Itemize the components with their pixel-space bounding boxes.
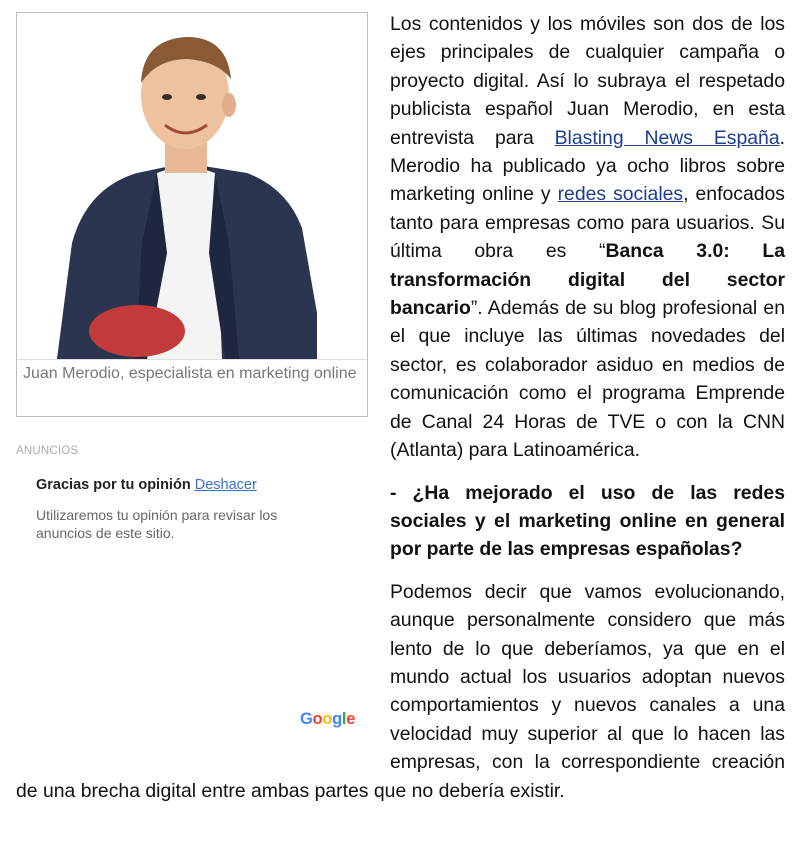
book-title: Banca 3.0: La transformación digital del sector bancario	[390, 240, 785, 320]
ad-feedback-text: Utilizaremos tu opinión para revisar los anuncios de este sitio.	[36, 507, 278, 541]
ad-thanks-text: Gracias por tu opinión	[36, 477, 191, 494]
author-photo	[17, 13, 367, 359]
article-figure	[16, 12, 368, 417]
blasting-news-link[interactable]: Blasting News España	[554, 126, 780, 149]
redes-sociales-link[interactable]: redes sociales	[557, 183, 684, 206]
intro-paragraph: Los contenidos y los móviles son dos de los ejes principales de cualquier campaña o proyecto digital. Así lo subraya el respetado publicista español Juan Merodio, en esta entrevista para Blasting News España. Merodio ha publicado ya ocho libros sobre marketing online y redes sociales, enfocados tanto para empresas como para usuarios. Su última obra es “Banca 3.0: La transformación digital del sector bancario”. Además de su blog profesional en el que incluye las últimas novedades del sector, es colaborador asiduo en medios de comunicación como el programa Emprende de Canal 24 Horas de TVE o con la CNN (Atlanta) para Latinoamérica.	[390, 13, 786, 462]
sidebar-column	[16, 12, 368, 770]
ads-label: ANUNCIOS	[16, 445, 79, 457]
photo-caption: Juan Merodio, especialista en marketing online	[17, 359, 367, 416]
google-letter: G	[300, 710, 313, 729]
google-letter: g	[332, 710, 342, 729]
interview-question: - ¿Ha mejorado el uso de las redes sociales y el marketing online en general por parte de las empresas españolas?	[390, 481, 785, 561]
google-logo	[300, 705, 355, 733]
undo-link[interactable]: Deshacer	[194, 477, 257, 494]
ad-feedback-box	[16, 475, 368, 770]
interview-answer: Podemos decir que vamos evolucionando, aunque personalmente considero que más lento de lo que deberíamos, ya que en el mundo actual los usuarios adoptan nuevos comportamientos y nuevos canales a una velocidad muy superior al que lo hacen las empresas, con la correspondiente creación de una brecha digital entre ambas partes que no debería existir.	[16, 580, 785, 802]
google-letter: o	[312, 710, 323, 729]
google-letter: l	[341, 710, 347, 729]
google-letter: e	[346, 710, 356, 729]
article	[16, 10, 785, 819]
google-letter: o	[322, 710, 333, 729]
ad-feedback-title	[16, 475, 368, 495]
